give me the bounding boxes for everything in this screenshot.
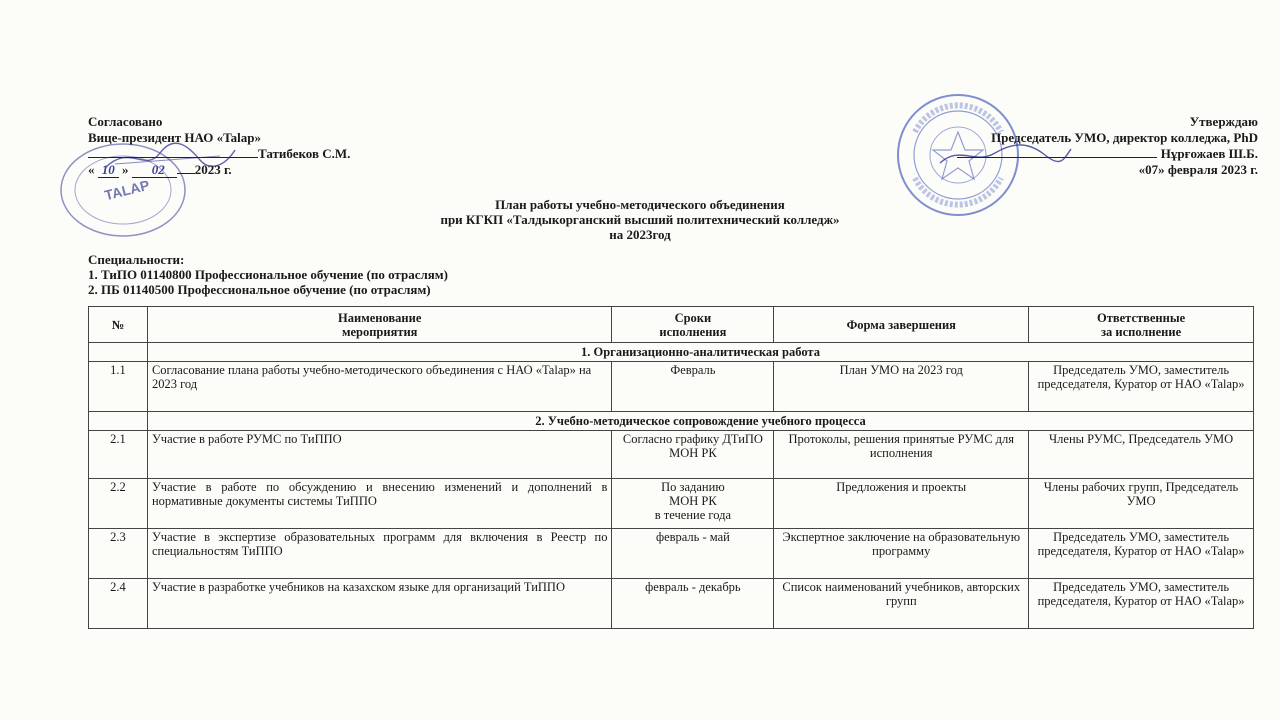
table-row — [89, 479, 1254, 529]
section-title: 1. Организационно-аналитическая работа — [147, 343, 1253, 362]
agreed-signature-line — [88, 146, 350, 162]
table-row — [89, 362, 1254, 412]
agreed-position: Вице-президент НАО «Talap» — [88, 130, 261, 145]
section-row — [89, 343, 1254, 362]
row-form: План УМО на 2023 год — [774, 362, 1029, 412]
row-resp: Председатель УМО, заместитель председателя, Куратор от НАО «Talap» — [1029, 579, 1254, 629]
row-num: 2.3 — [89, 529, 148, 579]
header-num: № — [89, 307, 148, 343]
table-header-row — [89, 307, 1254, 343]
specialties-block — [88, 252, 448, 297]
row-name: Участие в экспертизе образовательных программ для включения в Реестр по специальностям ТиППО — [147, 529, 612, 579]
agreed-title: Согласовано — [88, 114, 163, 129]
agreed-date: « 10 » 02 2023 г. — [88, 162, 232, 177]
specialty-item: 2. ПБ 01140500 Профессиональное обучение (по отраслям) — [88, 282, 431, 297]
header-name: Наименование мероприятия — [147, 307, 612, 343]
approve-title: Утверждаю — [1189, 114, 1258, 129]
section-row — [89, 412, 1254, 431]
header-form: Форма завершения — [774, 307, 1029, 343]
row-form: Предложения и проекты — [774, 479, 1029, 529]
section-title: 2. Учебно-методическое сопровождение учебного процесса — [147, 412, 1253, 431]
row-form: Список наименований учебников, авторских групп — [774, 579, 1029, 629]
row-name: Участие в работе по обсуждению и внесению изменений и дополнений в нормативные документы системы ТиППО — [147, 479, 612, 529]
specialties-label: Специальности: — [88, 252, 185, 267]
row-resp: Члены рабочих групп, Председатель УМО — [1029, 479, 1254, 529]
header-resp: Ответственные за исполнение — [1029, 307, 1254, 343]
talap-logo-text: TALAP — [102, 176, 152, 204]
agreed-block — [88, 114, 350, 178]
agreed-date-year: 2023 г. — [194, 162, 232, 177]
row-num: 2.2 — [89, 479, 148, 529]
approve-name: Нұрғожаев Ш.Б. — [1160, 146, 1258, 161]
row-num: 1.1 — [89, 362, 148, 412]
row-num: 2.4 — [89, 579, 148, 629]
row-resp: Члены РУМС, Председатель УМО — [1029, 431, 1254, 479]
row-term: февраль - май — [612, 529, 774, 579]
row-form: Протоколы, решения принятые РУМС для исполнения — [774, 431, 1029, 479]
agreed-date-day: 10 — [98, 162, 119, 178]
row-name: Участие в разработке учебников на казахском языке для организаций ТиППО — [147, 579, 612, 629]
row-term: февраль - декабрь — [612, 579, 774, 629]
specialty-item: 1. ТиПО 01140800 Профессиональное обучение (по отраслям) — [88, 267, 448, 282]
approve-block — [957, 114, 1258, 178]
agreed-name: Татибеков С.М. — [258, 146, 351, 161]
row-form: Экспертное заключение на образовательную программу — [774, 529, 1029, 579]
approve-signature-line — [957, 146, 1258, 162]
row-term: Февраль — [612, 362, 774, 412]
agreed-date-month: 02 — [132, 162, 177, 178]
row-resp: Председатель УМО, заместитель председателя, Куратор от НАО «Talap» — [1029, 362, 1254, 412]
row-term: Согласно графику ДТиПО МОН РК — [612, 431, 774, 479]
table-row — [89, 431, 1254, 479]
row-name: Участие в работе РУМС по ТиППО — [147, 431, 612, 479]
approve-position: Председатель УМО, директор колледжа, PhD — [991, 130, 1258, 145]
row-resp: Председатель УМО, заместитель председателя, Куратор от НАО «Talap» — [1029, 529, 1254, 579]
row-term: По заданию МОН РК в течение года — [612, 479, 774, 529]
table-row — [89, 579, 1254, 629]
document-title: План работы учебно-методического объединения при КГКП «Талдыкорганский высший политехнический колледж» на 2023год — [440, 197, 840, 242]
row-name: Согласование плана работы учебно-методического объединения с НАО «Talap» на 2023 год — [147, 362, 612, 412]
approve-date: «07» февраля 2023 г. — [1138, 162, 1258, 177]
header-term: Сроки исполнения — [612, 307, 774, 343]
row-num: 2.1 — [89, 431, 148, 479]
plan-table — [88, 306, 1254, 629]
table-row — [89, 529, 1254, 579]
